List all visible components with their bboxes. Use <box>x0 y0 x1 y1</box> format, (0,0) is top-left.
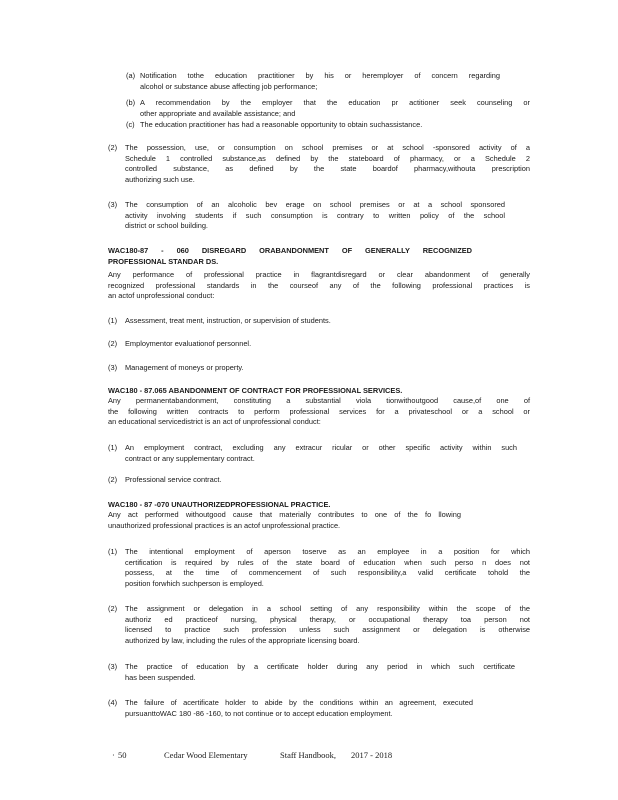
list-item <box>108 143 530 185</box>
text-line: The practice of education by a certificate holder during any period in which such certificate <box>125 662 515 671</box>
list-marker: (2) <box>108 339 118 348</box>
text-line: unauthorized professional practices is an actof unprofessional practice. <box>108 520 341 530</box>
text-line: an actof unprofessional conduct: <box>108 291 215 300</box>
list-marker: (a) <box>126 71 136 80</box>
list-item <box>126 98 530 119</box>
text-line: an educational servicedistrict is an act of unprofessional conduct: <box>108 417 321 426</box>
text-line: WAC180 - 87 -070 UNAUTHORIZEDPROFESSIONAL PRACTICE. <box>108 500 331 509</box>
text-line: district or school building. <box>125 221 208 230</box>
list-item <box>108 604 530 646</box>
text-line: certification is required by rules of the state board of education when such perso n does not <box>125 557 530 567</box>
list-marker: (2) <box>108 475 118 484</box>
text-line: authorizing such use. <box>125 174 195 184</box>
list-marker: (1) <box>108 316 118 325</box>
list-marker: (2) <box>108 604 118 613</box>
text-line: An employment contract, excluding any extracur ricular or other specific activity within such <box>125 443 517 452</box>
list-marker: (b) <box>126 98 136 107</box>
text-line: The possession, use, or consumption on school premises or at school -sponsored activity of a <box>125 143 530 152</box>
text-line: WAC180-87 - 060 DISREGARD ORABANDONMENT OF GENERALLY RECOGNIZED <box>108 246 472 255</box>
text-line: PROFESSIONAL STANDAR DS. <box>108 256 219 266</box>
text-line: Employmentor evaluationof personnel. <box>125 339 252 348</box>
paragraph <box>108 510 461 531</box>
list-marker: (1) <box>108 443 118 452</box>
text-line: WAC180 - 87.065 ABANDONMENT OF CONTRACT FOR PROFESSIONAL SERVICES. <box>108 386 403 395</box>
text-line: Any performance of professional practice in flagrantdisregard or clear abandonment of generally <box>108 270 530 279</box>
text-line: The failure of acertificate holder to abide by the conditions within an agreement, executed <box>125 698 473 707</box>
text-line: The education practitioner has had a reasonable opportunity to obtain suchassistance. <box>140 120 423 129</box>
text-line: other appropriate and available assistance; and <box>140 108 296 118</box>
section-heading <box>108 386 486 397</box>
list-marker: (2) <box>108 143 118 152</box>
list-item <box>108 547 530 589</box>
list-marker: (c) <box>126 120 135 129</box>
paragraph <box>108 396 530 428</box>
footer-handbook-title: Staff Handbook, <box>280 750 337 760</box>
text-line: Any act performed withoutgood cause that materially contributes to one of the fo llowing <box>108 510 461 519</box>
text-line: possess, at the time of commencement of such responsibility,a valid certificate tohold the <box>125 568 530 577</box>
text-line: the following written contracts to perform professional services for a privateschool or a school or <box>108 406 530 416</box>
text-line: activity involving students if such consumption is contrary to written policy of the school <box>125 210 505 220</box>
list-marker: (1) <box>108 547 118 556</box>
list-item <box>108 363 275 374</box>
text-line: Assessment, treat ment, instruction, or supervision of students. <box>125 316 331 325</box>
list-marker: (3) <box>108 363 118 372</box>
list-marker: (4) <box>108 698 118 707</box>
text-line: has been suspended. <box>125 672 196 682</box>
text-line: position forwhich suchperson is employed. <box>125 578 264 588</box>
text-line: pursuanttoWAC 180 -86 -160, to not continue or to accept education employment. <box>125 708 393 718</box>
text-line: recognized professional standards in the courseof any of the following professional practices is <box>108 280 530 290</box>
text-line: authorized by law, including the rules of the appropriate licensing board. <box>125 635 360 645</box>
paragraph <box>108 270 530 302</box>
list-item <box>108 316 405 327</box>
list-marker: (3) <box>108 662 118 671</box>
list-item <box>108 475 235 486</box>
text-line: The assignment or delegation in a school setting of any responsibility within the scope of the <box>125 604 530 613</box>
text-line: Notification tothe education practitioner by his or heremployer of concern regarding <box>140 71 500 80</box>
footer-page-number: 50 <box>118 750 127 760</box>
list-item <box>108 200 505 232</box>
text-line: contract or any supplementary contract. <box>125 453 255 463</box>
text-line: The intentional employment of aperson toserve as an employee in a position for which <box>125 547 530 556</box>
text-line: licensed to practice such profession unless such assignment or delegation is otherwise <box>125 625 530 634</box>
footer-bullet: · <box>112 750 115 760</box>
list-item <box>126 120 505 131</box>
list-item <box>108 698 473 719</box>
text-line: alcohol or substance abuse affecting job performance; <box>140 81 318 91</box>
list-marker: (3) <box>108 200 118 209</box>
list-item <box>108 662 515 683</box>
text-line: A recommendation by the employer that the education pr actitioner seek counseling or <box>140 98 530 107</box>
section-heading <box>108 500 385 511</box>
list-item <box>108 339 285 350</box>
text-line: Management of moneys or property. <box>125 363 244 372</box>
text-line: controlled substance, as defined by the state boardof pharmacy,withouta prescription <box>125 164 530 173</box>
list-item <box>126 71 500 92</box>
text-line: Schedule 1 controlled substance,as defined by the stateboard of pharmacy, or a Schedule 2 <box>125 153 530 163</box>
text-line: The consumption of an alcoholic bev erage on school premises or at a school sponsored <box>125 200 505 209</box>
footer-school-name: Cedar Wood Elementary <box>164 750 248 760</box>
text-line: Professional service contract. <box>125 475 222 484</box>
list-item <box>108 443 517 464</box>
section-heading <box>108 246 472 267</box>
footer-years: 2017 - 2018 <box>351 750 393 760</box>
text-line: Any permanentabandonment, constituting a substantial viola tionwithoutgood cause,of one of <box>108 396 530 405</box>
text-line: authoriz ed practiceof nursing, physical therapy, or occupational therapy toa person not <box>125 614 530 624</box>
